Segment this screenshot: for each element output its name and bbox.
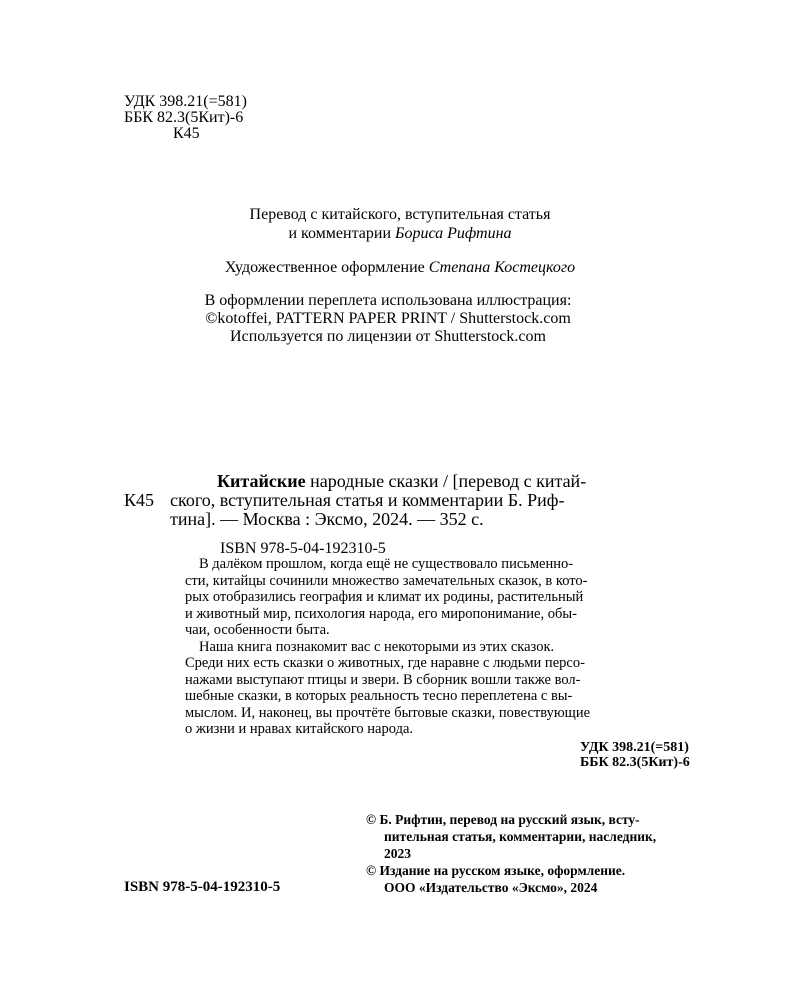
annotation-line: и животный мир, психология народа, его миропонимание, обы-: [185, 605, 577, 622]
annotation-line: рых отобразились география и климат их родины, растительный: [185, 589, 584, 605]
copyright-translator-line-2: пительная статья, комментарии, наследник,: [384, 829, 657, 844]
credit-cover-line-3: Используется по лицензии от Shutterstock.com: [230, 328, 546, 345]
bbk-code-top: ББК 82.3(5Кит)-6: [124, 109, 244, 126]
translator-name: Бориса Рифтина: [395, 225, 512, 242]
bibliographic-title-bold: Китайские: [217, 471, 306, 491]
designer-name: Степана Костецкого: [428, 259, 576, 276]
bibliographic-line-3: тина]. — Москва : Эксмо, 2024. — 352 с.: [170, 509, 484, 529]
annotation-line: сти, китайцы сочинили множество замечательных сказок, в кото-: [185, 572, 588, 589]
annotation-paragraph-1: [185, 556, 720, 646]
annotation-paragraph-2: [185, 639, 720, 739]
bbk-code-bottom: ББК 82.3(5Кит)-6: [580, 755, 690, 770]
bibliographic-line-2: ского, вступительная статья и комментарии Б. Риф-: [170, 490, 565, 510]
isbn-bottom: ISBN 978-5-04-192310-5: [124, 879, 281, 895]
bibliographic-author-sign: К45: [124, 490, 155, 510]
udk-code-bottom: УДК 398.21(=581): [580, 740, 689, 755]
annotation-line: чаи, особенности быта.: [185, 622, 330, 638]
credit-translation-line-1: Перевод с китайского, вступительная статья: [249, 206, 551, 223]
author-sign-top: К45: [173, 125, 200, 142]
credit-design-prefix: Художественное оформление: [224, 259, 429, 276]
udk-code-top: УДК 398.21(=581): [124, 93, 247, 110]
credit-translation-prefix: и комментарии: [288, 225, 395, 242]
annotation-line: шебные сказки, в которых реальность тесно переплетена с вы-: [185, 688, 573, 704]
annotation-line: о жизни и нравах китайского народа.: [185, 721, 414, 737]
credit-cover-line-2: ©kotoffei, PATTERN PAPER PRINT / Shutterstock.com: [205, 310, 571, 327]
annotation-line: В далёком прошлом, когда ещё не существовало письменно-: [199, 556, 574, 572]
bibliographic-title-rest: народные сказки / [перевод с китай-: [305, 471, 587, 491]
copyright-translator-line-3: 2023: [384, 846, 411, 861]
credit-design: [0, 258, 800, 278]
isbn-middle: ISBN 978-5-04-192310-5: [220, 540, 386, 557]
copyright-translator-line-1: © Б. Рифтин, перевод на русский язык, всту-: [366, 812, 640, 827]
copyright-publisher-line-2: ООО «Издательство «Эксмо», 2024: [384, 880, 598, 895]
annotation-line: Наша книга познакомит вас с некоторыми из этих сказок.: [199, 638, 555, 655]
annotation-line: Среди них есть сказки о животных, где наравне с людьми персо-: [185, 655, 585, 671]
credit-cover-line-1: В оформлении переплета использована иллюстрация:: [204, 292, 572, 309]
annotation-line: мыслом. И, наконец, вы прочтёте бытовые сказки, повествующие: [185, 704, 591, 721]
credit-translation-line-2: [0, 224, 800, 244]
copyright-publisher-line-1: © Издание на русском языке, оформление.: [366, 863, 626, 878]
annotation-line: нажами выступают птицы и звери. В сборник вошли также вол-: [185, 671, 581, 688]
